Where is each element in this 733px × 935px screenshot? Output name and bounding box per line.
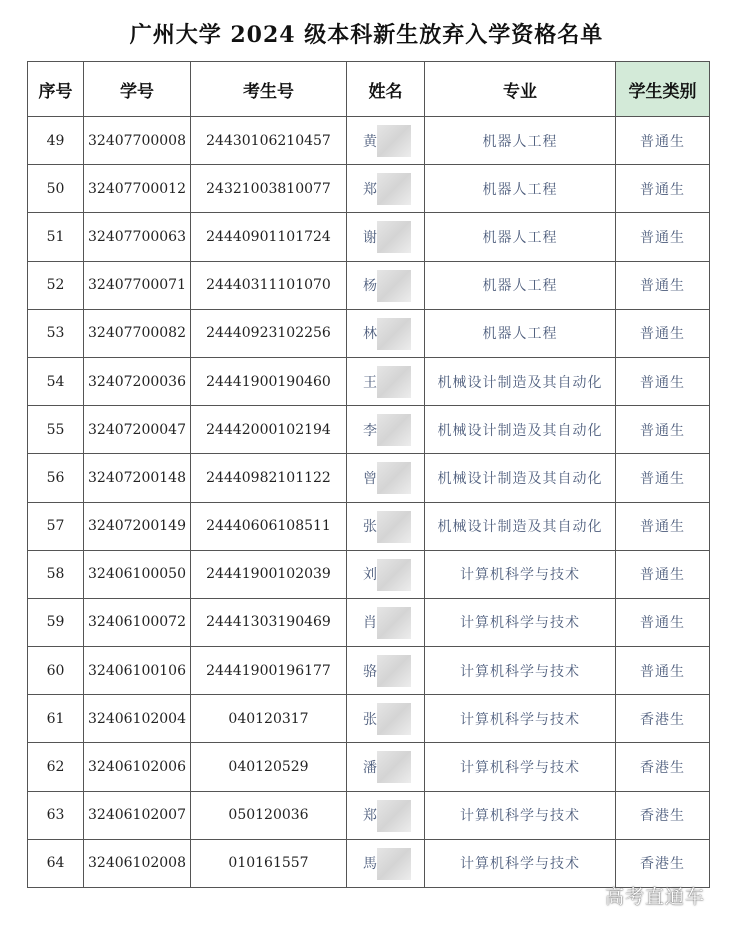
student-name-text: 馬: [363, 856, 377, 873]
student-id-text: 32406100072: [88, 614, 186, 631]
student-type-text: 香港生: [640, 856, 685, 873]
redaction-mosaic: [377, 173, 411, 205]
student-type-text: 香港生: [640, 808, 685, 825]
major-text: 机器人工程: [482, 326, 558, 343]
exam-id: [191, 502, 347, 550]
major-text: 机器人工程: [482, 133, 558, 150]
exam-id: [191, 454, 347, 502]
redaction-mosaic: [377, 462, 411, 494]
student-type-text: 普通生: [640, 615, 685, 632]
exam-id-text: 24440901101724: [206, 228, 331, 245]
table-row: [28, 165, 710, 213]
student-name-text: 杨: [363, 278, 377, 295]
row-number: [28, 406, 84, 454]
major-text: 计算机科学与技术: [460, 711, 580, 728]
major-text: 计算机科学与技术: [460, 567, 580, 584]
row-number-text: 62: [46, 759, 65, 776]
student-id: [84, 839, 191, 887]
student-type: [616, 791, 710, 839]
table-row: [28, 406, 710, 454]
exam-id-text: 24440923102256: [206, 325, 331, 342]
major-text: 机械设计制造及其自动化: [437, 519, 603, 536]
student-name-text: 潘: [363, 760, 377, 777]
redaction-mosaic: [377, 751, 411, 783]
student-type-text: 普通生: [640, 181, 685, 198]
table-row: [28, 743, 710, 791]
student-type-text: 普通生: [640, 567, 685, 584]
student-name: [347, 502, 425, 550]
exam-id-text: 24321003810077: [206, 180, 331, 197]
row-number-text: 58: [46, 566, 65, 583]
student-name: [347, 695, 425, 743]
exam-id-text: 24441900196177: [206, 662, 331, 679]
redaction-mosaic: [377, 221, 411, 253]
student-type-text: 普通生: [640, 663, 685, 680]
student-name: [347, 839, 425, 887]
exam-id: [191, 695, 347, 743]
student-name-text: 林: [363, 326, 377, 343]
major: [425, 406, 616, 454]
student-type: [616, 695, 710, 743]
major: [425, 213, 616, 261]
student-type-text: 普通生: [640, 278, 685, 295]
redaction-mosaic: [377, 607, 411, 639]
major: [425, 550, 616, 598]
exam-id: [191, 406, 347, 454]
row-number: [28, 261, 84, 309]
row-number: [28, 454, 84, 502]
exam-id: [191, 357, 347, 405]
header-exam-id: 考生号: [191, 62, 347, 117]
student-type: [616, 839, 710, 887]
table-row: [28, 454, 710, 502]
header-row: [28, 62, 710, 117]
row-number: [28, 791, 84, 839]
student-type-text: 普通生: [640, 133, 685, 150]
student-name-text: 郑: [363, 181, 377, 198]
major: [425, 357, 616, 405]
student-name-text: 黄: [363, 133, 377, 150]
exam-id: [191, 309, 347, 357]
student-name: [347, 261, 425, 309]
row-number-text: 52: [46, 277, 65, 294]
student-id-text: 32406102007: [88, 807, 186, 824]
student-type-text: 香港生: [640, 760, 685, 777]
student-name: [347, 117, 425, 165]
major: [425, 261, 616, 309]
exam-id: [191, 550, 347, 598]
major-text: 机械设计制造及其自动化: [437, 374, 603, 391]
student-id: [84, 454, 191, 502]
table-row: [28, 117, 710, 165]
row-number: [28, 213, 84, 261]
student-id: [84, 550, 191, 598]
exam-id-text: 24441303190469: [206, 614, 331, 631]
exam-id-text: 040120529: [228, 759, 309, 776]
student-type-text: 普通生: [640, 229, 685, 246]
major: [425, 743, 616, 791]
student-id: [84, 406, 191, 454]
row-number-text: 51: [46, 228, 65, 245]
student-type-text: 普通生: [640, 326, 685, 343]
student-type-text: 普通生: [640, 519, 685, 536]
row-number: [28, 550, 84, 598]
major: [425, 647, 616, 695]
student-type-text: 普通生: [640, 422, 685, 439]
student-type: [616, 117, 710, 165]
major: [425, 502, 616, 550]
student-id: [84, 743, 191, 791]
student-name-text: 郑: [363, 808, 377, 825]
major-text: 计算机科学与技术: [460, 615, 580, 632]
row-number: [28, 165, 84, 213]
student-name-text: 刘: [363, 567, 377, 584]
row-number-text: 59: [46, 614, 65, 631]
student-name-text: 张: [363, 519, 377, 536]
student-id: [84, 309, 191, 357]
table-row: [28, 309, 710, 357]
major: [425, 695, 616, 743]
student-type: [616, 502, 710, 550]
row-number-text: 61: [46, 710, 65, 727]
major: [425, 165, 616, 213]
student-type: [616, 550, 710, 598]
student-name-text: 李: [363, 422, 377, 439]
row-number: [28, 647, 84, 695]
student-type: [616, 598, 710, 646]
major-text: 计算机科学与技术: [460, 760, 580, 777]
student-type-text: 普通生: [640, 470, 685, 487]
table-row: [28, 213, 710, 261]
table-row: [28, 598, 710, 646]
student-name: [347, 647, 425, 695]
major: [425, 839, 616, 887]
student-id-text: 32406100106: [88, 662, 186, 679]
student-name: [347, 550, 425, 598]
student-type-text: 普通生: [640, 374, 685, 391]
row-number-text: 60: [46, 662, 65, 679]
header-student-id: 学号: [84, 62, 191, 117]
row-number-text: 49: [46, 132, 65, 149]
row-number-text: 63: [46, 807, 65, 824]
table-row: [28, 695, 710, 743]
header-student-type: 学生类别: [616, 62, 710, 117]
student-id-text: 32407700012: [88, 180, 186, 197]
exam-id: [191, 743, 347, 791]
row-number: [28, 502, 84, 550]
table-row: [28, 839, 710, 887]
student-name: [347, 454, 425, 502]
student-type: [616, 213, 710, 261]
redaction-mosaic: [377, 270, 411, 302]
table-row: [28, 502, 710, 550]
redaction-mosaic: [377, 125, 411, 157]
table-row: [28, 261, 710, 309]
table-row: [28, 550, 710, 598]
student-type: [616, 165, 710, 213]
student-name: [347, 309, 425, 357]
student-id-text: 32407700082: [88, 325, 186, 342]
student-id-text: 32407700071: [88, 277, 186, 294]
student-type: [616, 357, 710, 405]
redaction-mosaic: [377, 559, 411, 591]
student-id: [84, 647, 191, 695]
student-name: [347, 743, 425, 791]
student-type: [616, 309, 710, 357]
student-type: [616, 647, 710, 695]
major-text: 机器人工程: [482, 181, 558, 198]
major-text: 机械设计制造及其自动化: [437, 422, 603, 439]
student-id-text: 32407200047: [88, 421, 186, 438]
document-title: 广州大学 2024 级本科新生放弃入学资格名单: [129, 22, 604, 48]
row-number-text: 56: [46, 469, 65, 486]
major-text: 计算机科学与技术: [460, 856, 580, 873]
student-id-text: 32406102006: [88, 759, 186, 776]
exam-id: [191, 791, 347, 839]
exam-id-text: 010161557: [228, 855, 309, 872]
redaction-mosaic: [377, 511, 411, 543]
table-row: [28, 791, 710, 839]
exam-id: [191, 647, 347, 695]
row-number-text: 55: [46, 421, 65, 438]
exam-id: [191, 839, 347, 887]
student-name: [347, 791, 425, 839]
student-id: [84, 357, 191, 405]
student-id-text: 32407200149: [88, 518, 186, 535]
major: [425, 309, 616, 357]
student-id: [84, 791, 191, 839]
student-name-text: 谢: [363, 229, 377, 246]
student-name: [347, 165, 425, 213]
major-text: 机器人工程: [482, 278, 558, 295]
row-number-text: 54: [46, 373, 65, 390]
student-id: [84, 117, 191, 165]
student-id: [84, 502, 191, 550]
student-type: [616, 454, 710, 502]
major-text: 机械设计制造及其自动化: [437, 470, 603, 487]
header-name: 姓名: [347, 62, 425, 117]
exam-id: [191, 117, 347, 165]
exam-id-text: 24441900190460: [206, 373, 331, 390]
header-no: 序号: [28, 62, 84, 117]
student-name-text: 肖: [363, 615, 377, 632]
row-number: [28, 117, 84, 165]
student-name: [347, 406, 425, 454]
table-row: [28, 647, 710, 695]
major: [425, 791, 616, 839]
exam-id: [191, 165, 347, 213]
student-type: [616, 261, 710, 309]
row-number: [28, 839, 84, 887]
student-id-text: 32406102004: [88, 710, 186, 727]
row-number-text: 57: [46, 518, 65, 535]
redaction-mosaic: [377, 655, 411, 687]
redaction-mosaic: [377, 414, 411, 446]
table-row: [28, 357, 710, 405]
student-id: [84, 261, 191, 309]
major: [425, 117, 616, 165]
row-number: [28, 743, 84, 791]
exam-id: [191, 261, 347, 309]
major: [425, 454, 616, 502]
major-text: 机器人工程: [482, 229, 558, 246]
exam-id-text: 24440606108511: [206, 518, 331, 535]
student-name-text: 骆: [363, 663, 377, 680]
student-type: [616, 743, 710, 791]
row-number: [28, 357, 84, 405]
row-number-text: 53: [46, 325, 65, 342]
student-id-text: 32406100050: [88, 566, 186, 583]
row-number-text: 50: [46, 180, 65, 197]
student-id-text: 32407200036: [88, 373, 186, 390]
student-type: [616, 406, 710, 454]
student-name: [347, 598, 425, 646]
student-name-text: 曾: [363, 470, 377, 487]
row-number: [28, 309, 84, 357]
exam-id-text: 24440982101122: [206, 469, 331, 486]
exam-id-text: 24441900102039: [206, 566, 331, 583]
exam-id-text: 24442000102194: [206, 421, 331, 438]
redaction-mosaic: [377, 318, 411, 350]
student-name: [347, 213, 425, 261]
row-number: [28, 695, 84, 743]
student-id: [84, 695, 191, 743]
student-name-text: 王: [363, 374, 377, 391]
exam-id: [191, 598, 347, 646]
redaction-mosaic: [377, 848, 411, 880]
exam-id-text: 24440311101070: [206, 277, 331, 294]
header-major: 专业: [425, 62, 616, 117]
exam-id-text: 24430106210457: [206, 132, 331, 149]
student-id: [84, 165, 191, 213]
student-id-text: 32407700063: [88, 228, 186, 245]
redaction-mosaic: [377, 800, 411, 832]
student-name-text: 张: [363, 711, 377, 728]
redaction-mosaic: [377, 366, 411, 398]
student-name: [347, 357, 425, 405]
student-id-text: 32407700008: [88, 132, 186, 149]
redaction-mosaic: [377, 703, 411, 735]
major-text: 计算机科学与技术: [460, 808, 580, 825]
student-id: [84, 598, 191, 646]
row-number: [28, 598, 84, 646]
student-type-text: 香港生: [640, 711, 685, 728]
exam-id-text: 050120036: [228, 807, 309, 824]
watermark: 高考直通车: [604, 886, 705, 908]
major-text: 计算机科学与技术: [460, 663, 580, 680]
major: [425, 598, 616, 646]
row-number-text: 64: [46, 855, 65, 872]
student-id-text: 32407200148: [88, 469, 186, 486]
student-table: [27, 61, 710, 888]
student-id-text: 32406102008: [88, 855, 186, 872]
exam-id-text: 040120317: [228, 710, 309, 727]
exam-id: [191, 213, 347, 261]
student-id: [84, 213, 191, 261]
